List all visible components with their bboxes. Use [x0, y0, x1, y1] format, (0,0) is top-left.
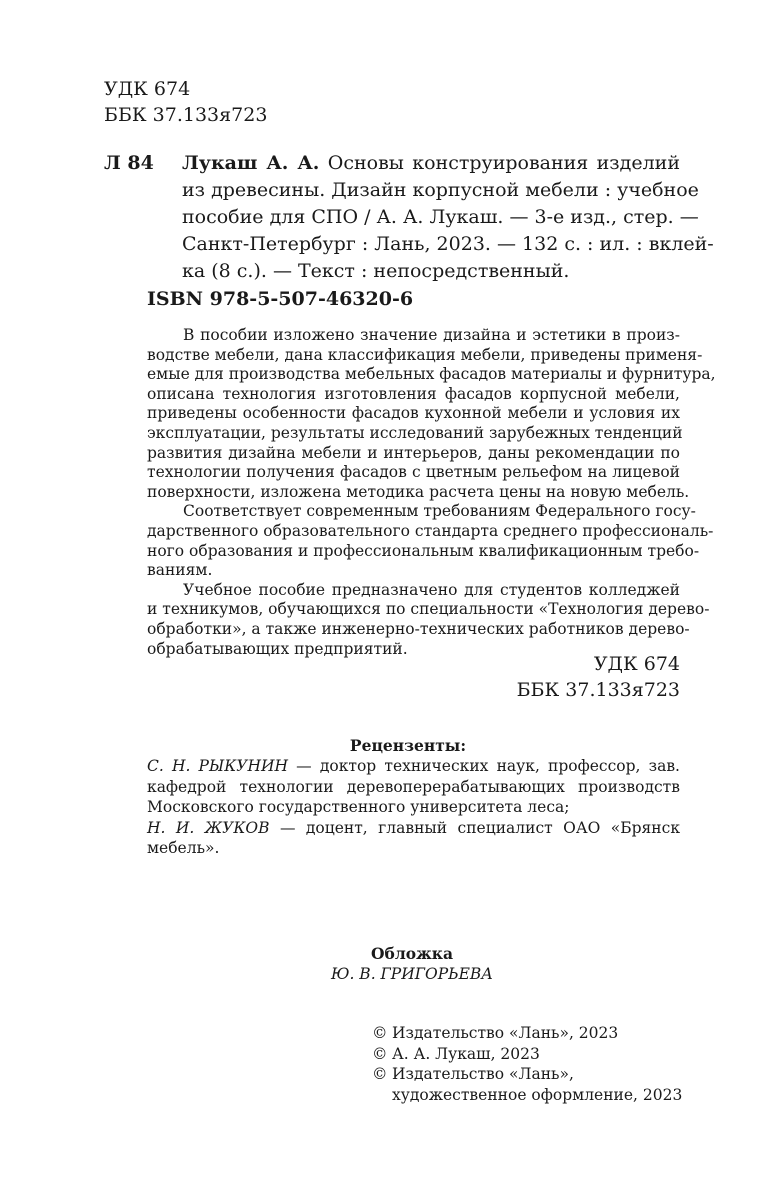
- reviewer-1-line: [147, 756, 680, 777]
- cover-credit: [0, 944, 768, 984]
- author-name: Лукаш А. А.: [182, 152, 320, 174]
- udk-code-bottom: УДК 674: [593, 653, 680, 675]
- biblio-line-4: Санкт-Петербург : Лань, 2023. — 132 с. : ил. : вклей-: [182, 233, 714, 255]
- abstract-line: емые для производства мебельных фасадов материалы и фурнитура,: [147, 365, 716, 384]
- reviewer-2-name: Н. И. ЖУКОВ: [147, 818, 270, 837]
- copyright-symbol: ©: [372, 1024, 388, 1042]
- abstract-line: технологии получения фасадов с цветным рельефом на лицевой: [147, 463, 680, 482]
- abstract-line: и техникумов, обучающихся по специальности «Технология дерево-: [147, 600, 710, 619]
- abstract-line: описана технология изготовления фасадов корпусной мебели,: [147, 384, 680, 403]
- reviewer-1-name: С. Н. РЫКУНИН: [147, 757, 288, 775]
- abstract: [147, 326, 716, 659]
- copyright-text: А. А. Лукаш, 2023: [392, 1044, 540, 1063]
- reviewer-1-line: кафедрой технологии деревоперерабатывающих производств: [147, 777, 680, 796]
- reviewers-heading: Рецензенты:: [349, 736, 467, 755]
- biblio-line-2: из древесины. Дизайн корпусной мебели : учебное: [182, 179, 699, 201]
- copyright-text: художественное оформление, 2023: [392, 1085, 683, 1104]
- abstract-line: развития дизайна мебели и интерьеров, даны рекомендации по: [147, 443, 680, 462]
- abstract-line: водстве мебели, дана классификация мебели, приведены применя-: [147, 345, 703, 364]
- abstract-line: эксплуатации, результаты исследований зарубежных тенденций: [147, 423, 683, 442]
- reviewer-1-desc: — доктор технических наук, профессор, зав.: [296, 757, 680, 775]
- biblio-line-5: ка (8 с.). — Текст : непосредственный.: [182, 260, 570, 282]
- abstract-line: Учебное пособие предназначено для студентов колледжей: [183, 580, 680, 599]
- copyright-text: Издательство «Лань»,: [392, 1065, 574, 1083]
- abstract-line: приведены особенности фасадов кухонной мебели и условия их: [147, 404, 680, 423]
- reviewers-list: [147, 756, 680, 859]
- abstract-line: Соответствует современным требованиям Федерального госу-: [183, 502, 696, 521]
- isbn: ISBN 978-5-507-46320-6: [147, 288, 414, 310]
- classification-footer: [517, 651, 680, 703]
- cover-label: Обложка: [371, 944, 453, 963]
- copyright-row: [372, 1044, 682, 1065]
- udk-code: УДК 674: [104, 78, 191, 100]
- abstract-line: В пособии изложено значение дизайна и эстетики в произ-: [183, 326, 680, 344]
- reviewer-2-line: мебель».: [147, 839, 220, 857]
- copyright-block: [372, 1023, 682, 1105]
- bbk-code: ББК 37.133я723: [104, 104, 268, 126]
- abstract-line: ного образования и профессиональным квалификационным требо-: [147, 541, 700, 560]
- reviewer-2-desc: — доцент, главный специалист ОАО «Брянск: [279, 818, 681, 837]
- copyright-text: Издательство «Лань», 2023: [392, 1024, 619, 1042]
- copyright-row: [372, 1085, 682, 1106]
- abstract-line: обработки», а также инженерно-технических работников дерево-: [147, 619, 690, 638]
- abstract-line: обрабатывающих предприятий.: [147, 639, 408, 658]
- copyright-row: [372, 1023, 682, 1044]
- classification-header: [104, 76, 267, 128]
- copyright-symbol: ©: [372, 1044, 388, 1063]
- reviewer-2-line: [147, 818, 680, 839]
- bbk-code-bottom: ББК 37.133я723: [516, 679, 680, 701]
- abstract-line: ваниям.: [147, 561, 213, 580]
- cover-designer: Ю. В. ГРИГОРЬЕВА: [330, 965, 494, 983]
- title-start: Основы конструирования изделий: [327, 152, 680, 174]
- author-sign: Л 84: [104, 152, 154, 174]
- abstract-line: поверхности, изложена методика расчета цены на новую мебель.: [147, 482, 690, 501]
- bibliographic-record: [104, 150, 714, 285]
- abstract-line: дарственного образовательного стандарта среднего профессиональ-: [147, 521, 714, 540]
- copyright-row: [372, 1064, 682, 1085]
- reviewer-1-line: Московского государственного университета леса;: [147, 798, 570, 816]
- biblio-line-3: пособие для СПО / А. А. Лукаш. — 3-е изд., стер. —: [182, 206, 699, 228]
- copyright-symbol: ©: [372, 1065, 388, 1083]
- biblio-line-1: [182, 150, 680, 177]
